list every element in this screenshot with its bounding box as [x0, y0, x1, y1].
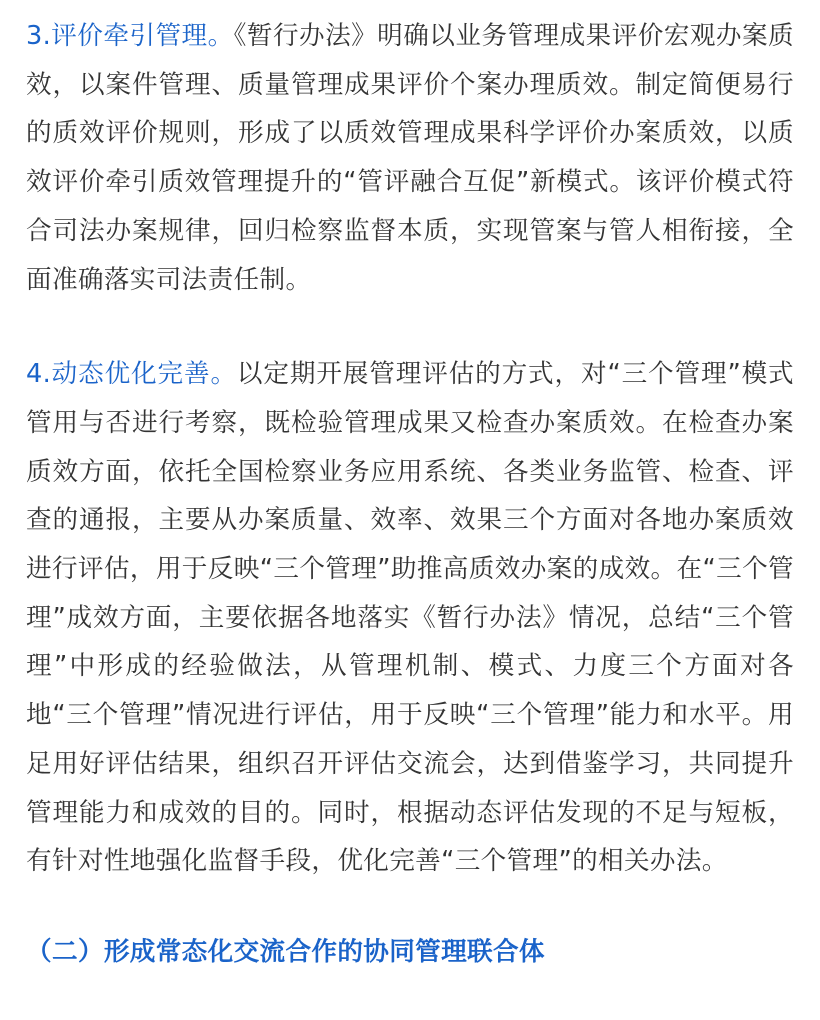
paragraph-evaluation-traction [26, 12, 794, 304]
paragraph-dynamic-optimization [26, 350, 794, 886]
paragraph-heading: 3.评价牵引管理。 [26, 21, 234, 51]
paragraph-heading: 4.动态优化完善。 [26, 359, 237, 390]
section-title: （二）形成常态化交流合作的协同管理联合体 [26, 936, 545, 967]
paragraph-body: 以定期开展管理评估的方式，对“三个管理”模式管用与否进行考察，既检验管理成果又检查办案质效。在检查办案质效方面，依托全国检察业务应用系统、各类业务监管、检查、评查的通报，主要从办案质量、效率、效果三个方面对各地办案质效进行评估，用于反映“三个管理”助推高质效办案的成效。在“三个管理”成效方面，主要依据各地落实《暂行办法》情况，总结“三个管理”中形成的经验做法，从管理机制、模式、力度三个方面对各地“三个管理”情况进行评估，用于反映“三个管理”能力和水平。用足用好评估结果，组织召开评估交流会，达到借鉴学习，共同提升管理能力和成效的目的。同时，根据动态评估发现的不足与短板，有针对性地强化监督手段，优化完善“三个管理”的相关办法。 [26, 359, 795, 877]
paragraph-body: 《暂行办法》明确以业务管理成果评价宏观办案质效，以案件管理、质量管理成果评价个案办理质效。制定简便易行的质效评价规则，形成了以质效管理成果科学评价办案质效，以质效评价牵引质效管理提升的“管评融合互促”新模式。该评价模式符合司法办案规律，回归检察监督本质，实现管案与管人相衔接，全面准确落实司法责任制。 [26, 21, 794, 295]
